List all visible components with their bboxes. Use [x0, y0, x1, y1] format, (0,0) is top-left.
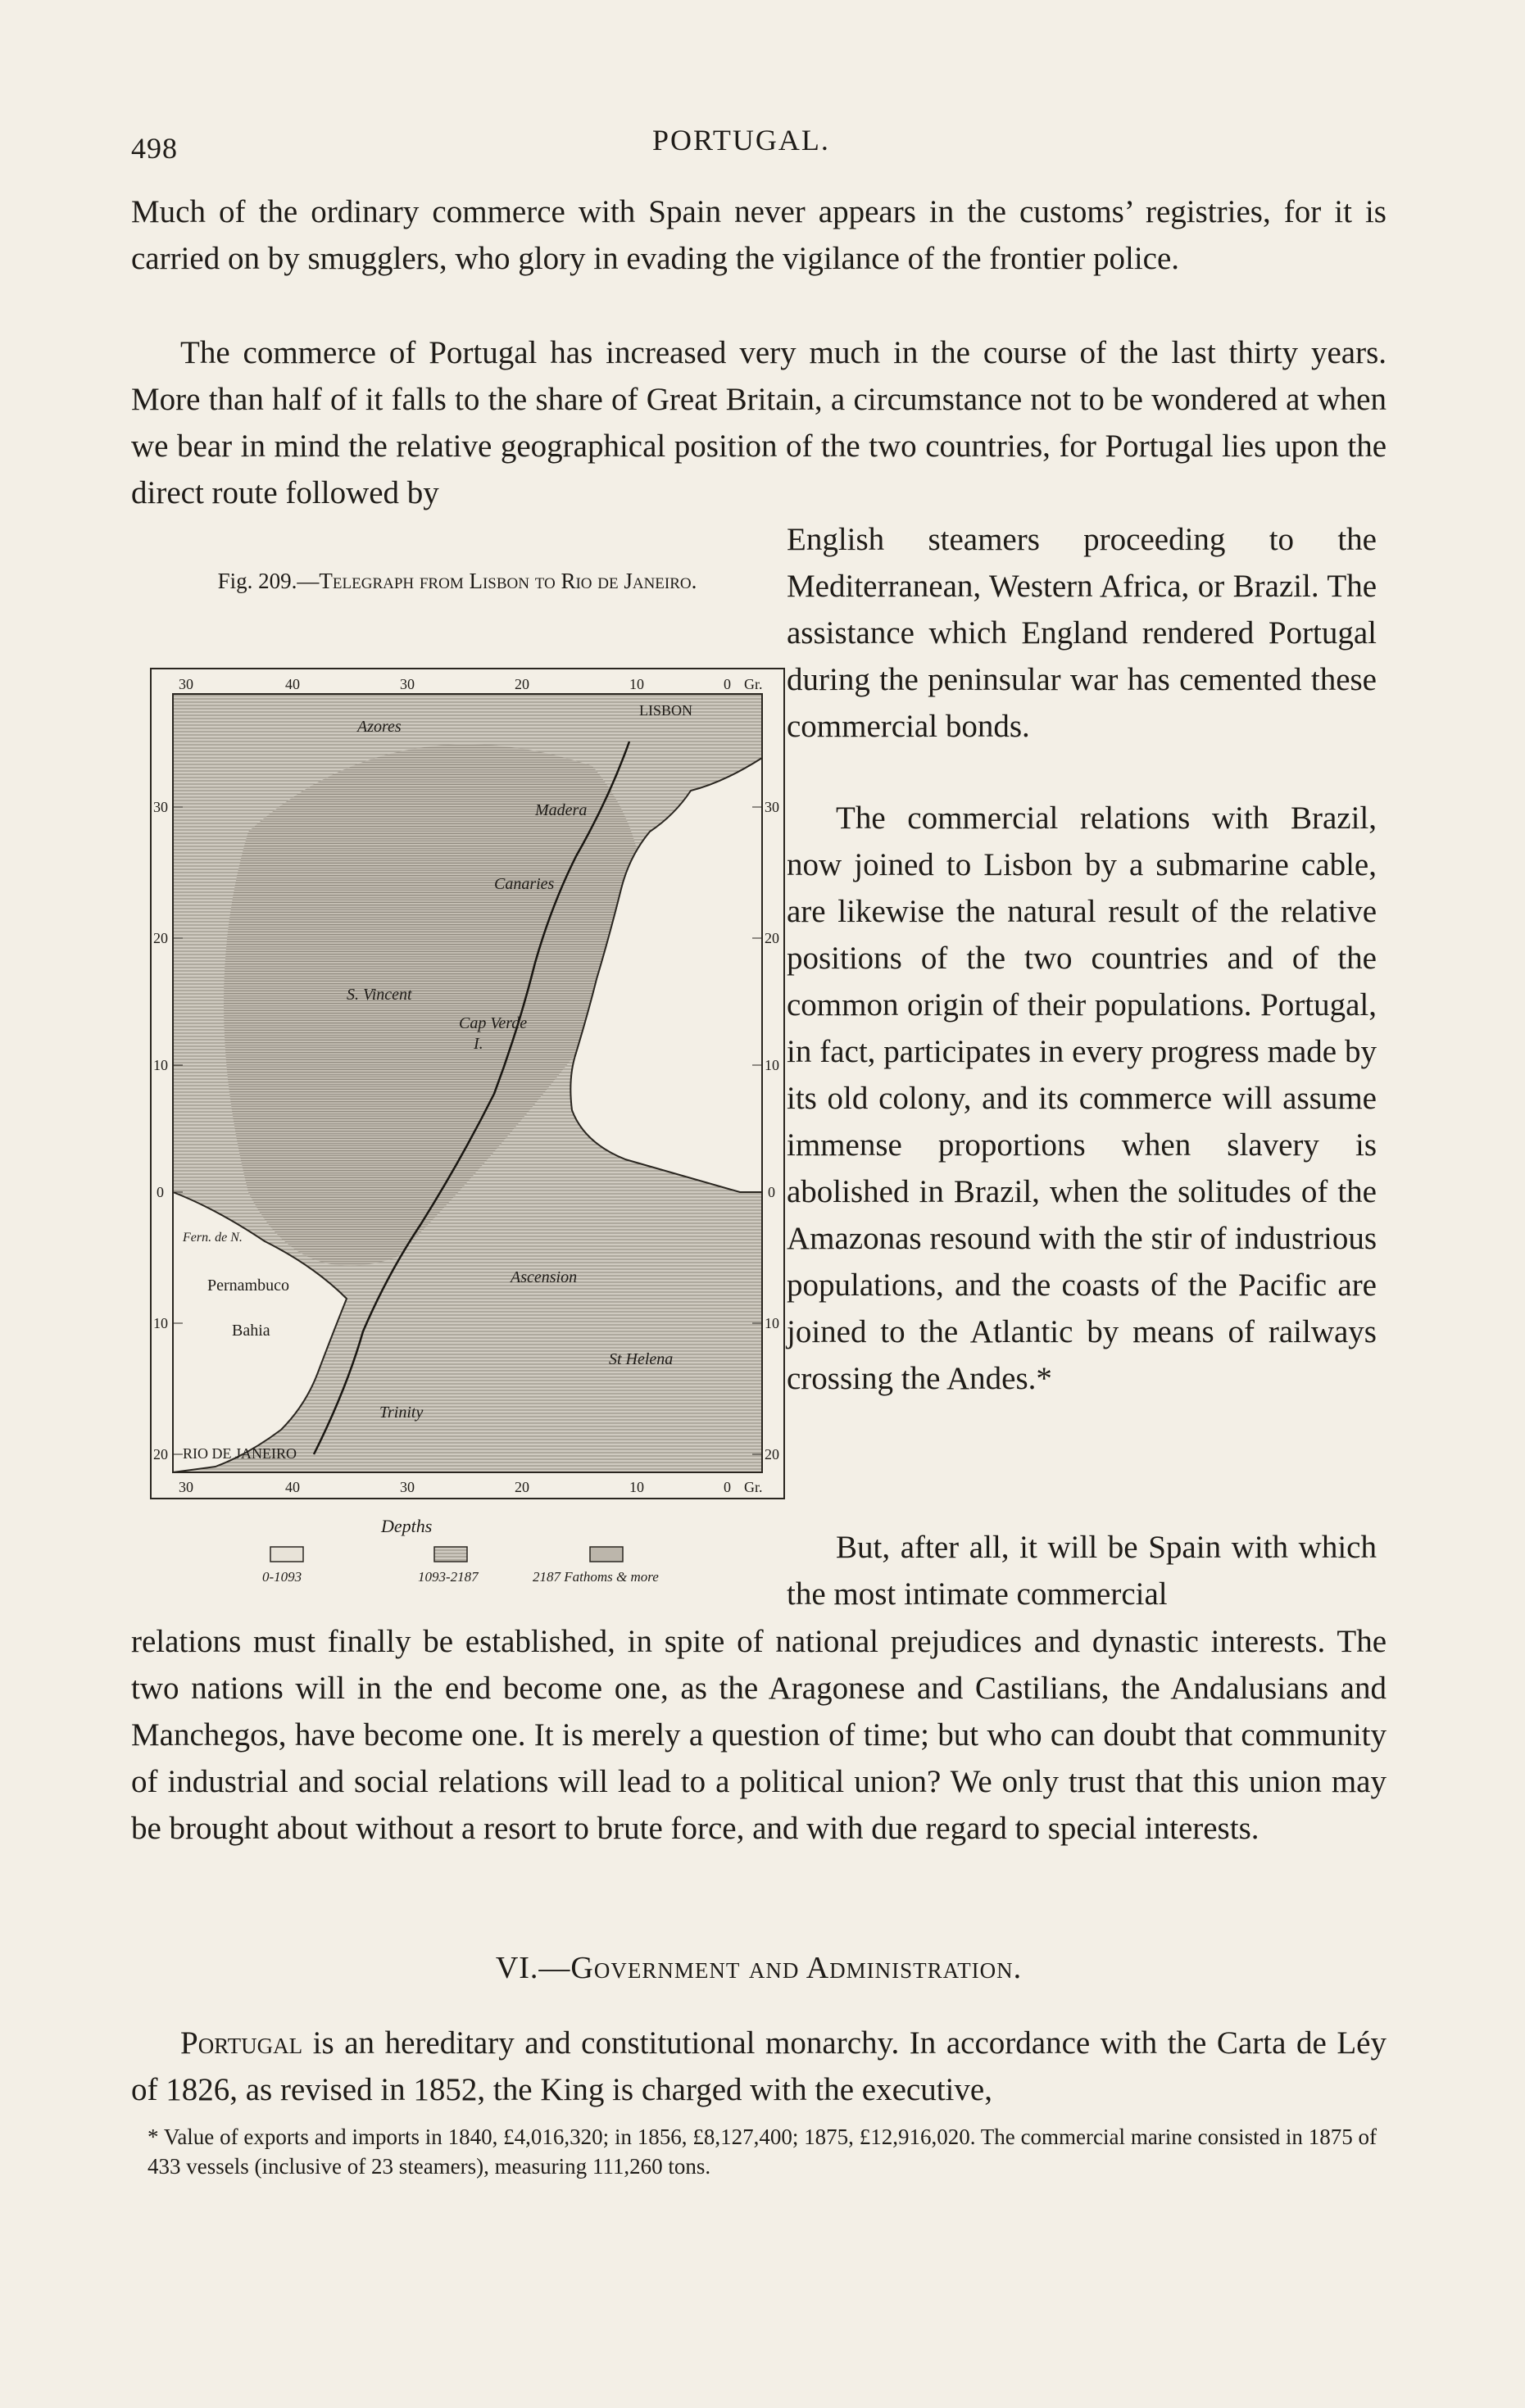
label-cape-verde: Cap Verde — [459, 1014, 528, 1032]
legend-swatch-medium — [434, 1547, 467, 1562]
left-tick-2: 10 — [153, 1057, 168, 1073]
paragraph-3 — [787, 795, 1377, 1402]
right-tick-3: 0 — [768, 1184, 775, 1200]
legend-swatch-deep — [590, 1547, 623, 1562]
paragraph-2-side — [787, 516, 1377, 750]
label-bahia: Bahia — [232, 1322, 270, 1340]
right-tick-5: 20 — [765, 1446, 779, 1462]
label-fernando: Fern. de N. — [183, 1231, 243, 1245]
legend-swatch-shallow — [270, 1547, 303, 1562]
running-title: PORTUGAL. — [652, 124, 830, 156]
paragraph-4-full-text: relations must finally be established, in spite of national prejudices and dynastic interests. The two nations will in the end become one, as the Aragonese and Castilians, the Andalusians and Manchegos, have become one. It is merely a question of time; but who can doubt that community of industrial and social relations will lead to a political union? We only trust that this union may be brought about without a resort to brute force, and with due regard to special interests. — [131, 1624, 1387, 1846]
right-tick-2: 10 — [765, 1057, 779, 1073]
figure-caption-prefix: Fig. 209.— — [217, 569, 320, 593]
bottom-tick-3: 20 — [515, 1479, 529, 1495]
top-tick-2: 30 — [400, 676, 415, 692]
right-tick-1: 20 — [765, 930, 779, 946]
page-number: 498 — [131, 132, 178, 165]
label-st-vincent: S. Vincent — [347, 986, 412, 1004]
left-tick-4: 10 — [153, 1315, 168, 1331]
label-azores: Azores — [357, 718, 402, 736]
paragraph-4-full — [131, 1618, 1387, 1852]
figure-caption-title: Telegraph from Lisbon to Rio de Janeiro. — [319, 569, 697, 593]
label-trinity: Trinity — [379, 1404, 424, 1422]
legend-svg — [254, 1516, 729, 1589]
label-pernambuco: Pernambuco — [207, 1277, 289, 1295]
map-legend — [254, 1516, 729, 1589]
top-tick-5: 0 — [724, 676, 731, 692]
bottom-tick-5: 0 — [724, 1479, 731, 1495]
top-tick-3: 20 — [515, 676, 529, 692]
left-tick-1: 20 — [153, 930, 168, 946]
legend-label-0: 0-1093 — [262, 1569, 302, 1585]
footnote: * Value of exports and imports in 1840, £4,016,320; in 1856, £8,127,400; 1875, £12,916,020. The commercial marine consisted in 1875 of 433 vessels (inclusive of 23 steamers), measuring 111,260 tons. — [148, 2125, 1377, 2179]
top-tick-0: 30 — [179, 676, 193, 692]
paragraph-5-lead: Portugal — [180, 2025, 303, 2061]
legend-label-1: 1093-2187 — [418, 1569, 479, 1585]
top-tick-6: Gr. — [744, 676, 763, 692]
left-tick-3: 0 — [157, 1184, 164, 1200]
paragraph-4-side — [787, 1524, 1377, 1617]
telegraph-map — [150, 668, 785, 1499]
label-cape-verde-islands: I. — [474, 1035, 483, 1053]
right-tick-0: 30 — [765, 799, 779, 815]
paragraph-2-top — [131, 329, 1387, 516]
label-st-helena: St Helena — [609, 1350, 674, 1368]
paragraph-5-text: is an hereditary and constitutional monarchy. In accordance with the Carta de Léy of 1826, as revised in 1852, the King is charged with the executive, — [131, 2025, 1387, 2107]
label-lisbon: LISBON — [639, 702, 693, 719]
paragraph-5 — [131, 2020, 1387, 2113]
paragraph-4-side-text: But, after all, it will be Spain with which the most intimate commercial — [787, 1530, 1377, 1612]
label-madeira: Madera — [535, 801, 588, 819]
legend-title: Depths — [381, 1516, 433, 1536]
legend-label-2: 2187 Fathoms & more — [533, 1569, 659, 1585]
bottom-tick-4: 10 — [629, 1479, 644, 1495]
bottom-tick-2: 30 — [400, 1479, 415, 1495]
bottom-tick-0: 30 — [179, 1479, 193, 1495]
figure-caption — [162, 565, 752, 596]
label-ascension: Ascension — [511, 1268, 578, 1286]
top-tick-4: 10 — [629, 676, 644, 692]
label-rio: RIO DE JANEIRO — [183, 1445, 297, 1462]
paragraph-1 — [131, 188, 1387, 282]
section-heading: VI.—Government and Administration. — [495, 1951, 1023, 1985]
right-tick-4: 10 — [765, 1315, 779, 1331]
top-tick-1: 40 — [285, 676, 300, 692]
label-canaries: Canaries — [494, 875, 555, 893]
left-tick-0: 30 — [153, 799, 168, 815]
map-svg — [150, 668, 785, 1499]
bottom-tick-6: Gr. — [744, 1479, 763, 1495]
paragraph-3-text: The commercial relations with Brazil, now joined to Lisbon by a submarine cable, are likewise the natural result of the relative positions of the two countries and of the common origin of their populations. Portugal, in fact, participates in every progress made by its old colony, and its commerce will assume immense proportions when slavery is abolished in Brazil, when the solitudes of the Amazonas resound with the stir of industrious populations, and the coasts of the Pacific are joined to the Atlantic by means of railways crossing the Andes.* — [787, 800, 1377, 1396]
bottom-tick-1: 40 — [285, 1479, 300, 1495]
left-tick-5: 20 — [153, 1446, 168, 1462]
paragraph-2-top-text: The commerce of Portugal has increased very much in the course of the last thirty years. More than half of it falls to the share of Great Britain, a circumstance not to be wondered at when we bear in mind the relative geographical position of the two countries, for Portugal lies upon the direct route followed by — [131, 335, 1387, 510]
paragraph-2-side-text: English steamers proceeding to the Mediterranean, Western Africa, or Brazil. The assistance which England rendered Portugal during the peninsular war has cemented these commercial bonds. — [787, 522, 1377, 744]
paragraph-1-text: Much of the ordinary commerce with Spain never appears in the customs’ registries, for it is carried on by smugglers, who glory in evading the vigilance of the frontier police. — [131, 194, 1387, 276]
